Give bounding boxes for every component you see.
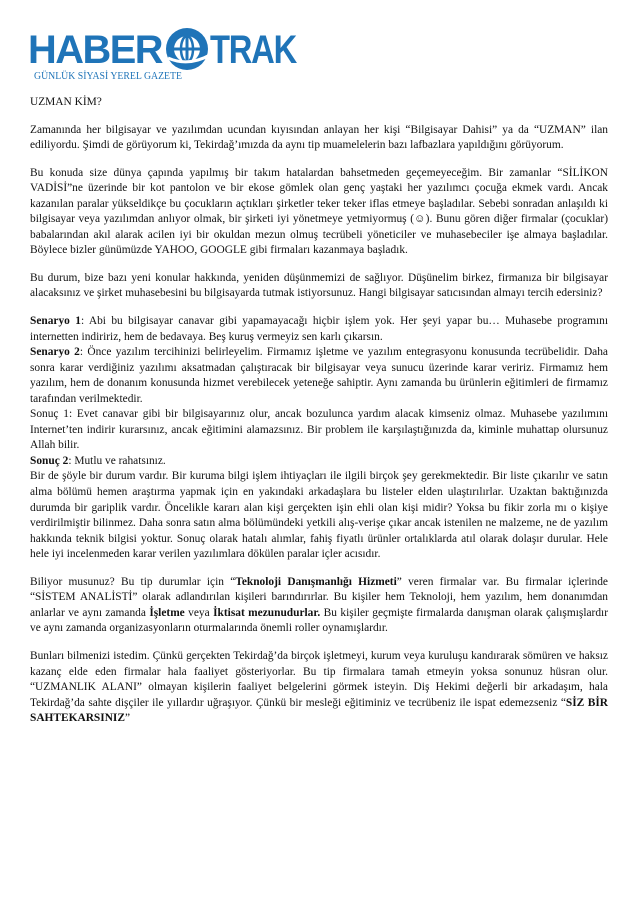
consulting-text-a: Biliyor musunuz? Bu tip durumlar için “ xyxy=(30,575,236,588)
consulting-bold-isletme: İşletme xyxy=(149,606,185,619)
scenario-2-label: Senaryo 2 xyxy=(30,346,80,359)
paragraph-procurement: Bir de şöyle bir durum vardır. Bir kuruma bilgi işlem ihtiyaçları ile ilgili birçok şey gerekmektedir. Bir liste çıkarılır ve satın alma bölümü hemen araştırma yapmak için en yakındaki arkadaşlara bu listeler elden ulaştırılırlar. Uzaktan baktığınızda durumda bir gariplik vardır. Öncelikle kararı alan kişi gerçekten işin ehli olan kişi midir? Yoksa bu fikir zorla mı o kişiye verdirilmiştir bilinmez. Daha sonra satın alma bölümündeki yetkili alış-verişe çıkar ancak istenilen ne malzeme, ne de yazılım hakkında teknik bilgisi yoktur. Sonuç olarak hatalı alımlar, fahiş fiyatlı ürünler ortalıklarda atıl olarak dolaşır durular. Hele hele iyi incelenmeden karar verilen yazılımlara dökülen paralar içler acısıdır. xyxy=(30,470,608,561)
paragraph-consulting xyxy=(30,575,608,637)
result-2 xyxy=(30,454,608,470)
article-body xyxy=(30,95,608,727)
logo-word-haber: HABER xyxy=(28,28,164,72)
logo-word-trak: TRAK xyxy=(210,28,298,72)
consulting-text-e: Bu kişiler geçmişte firmalarda danışman olarak çalışmışlardır ve aynı zamanda organizasyonların oturmalarında önemli roller oynamışlardır. xyxy=(30,606,608,635)
consulting-text-c: ” veren firmalar var. Bu firmalar içlerinde “SİSTEM ANALİSTİ” olarak adlandırılan kişileri barındırırlar. Bu kişiler hem Teknoloji, hem yazılım, hem donanımdan anlarlar ve aynı zamanda xyxy=(30,575,608,619)
result-1: Sonuç 1: Evet canavar gibi bir bilgisayarınız olur, ancak bozulunca yardım alacak kimseniz olmaz. Muhasebe yazılımını Internet’ten indirir kurarsınız, ancak eğitimini alamazsınız. Bir problem ile karşılaştığınızda da, kiminle muhattap olursunuz Allah bilir. xyxy=(30,408,608,452)
closing-bold: SİZ BİR SAHTEKARSINIZ xyxy=(30,696,608,725)
paragraph-intro: Zamanında her bilgisayar ve yazılımdan ucundan kıyısından anlayan her kişi “Bilgisayar Dahisi” ya da “UZMAN” ilan ediliyordu. Şimdi de görüyorum ki, Tekirdağ’ımızda da aynı tip muamelelerin bazı lafbazlara yapıldığını görüyorum. xyxy=(30,123,608,152)
article-heading: UZMAN KİM? xyxy=(30,96,102,108)
newspaper-logo xyxy=(28,27,296,85)
consulting-bold-iktisat: İktisat mezunudurlar. xyxy=(213,606,321,619)
scenario-1-text: : Abi bu bilgisayar canavar gibi yapamayacağı hiçbir işlem yok. Her şeyi yapar bu… Muhasebe programını internetten indiririz, hem de bedavaya. Beş kuruş vermeyiz sen karlı çıkarsın. xyxy=(30,315,608,343)
scenario-1 xyxy=(30,314,608,345)
result-2-label: Sonuç 2 xyxy=(30,454,69,467)
scenario-2-text: : Önce yazılım tercihinizi belirleyelim. Firmamız işletme ve yazılım entegrasyonu konusunda tecrübelidir. Daha sonra karar verdiğiniz yazılımı aksatmadan çalıştıracak bir bilgisayar veya sunucu üzerinde karar veririz. Firmamız hem yazılım, hem de donanım konusunda hizmet verebilecek yeteneğe sahiptir. Aynı zamanda bu ürünlerin eğitimleri de firmamız tarafından verilmektedir. xyxy=(30,346,608,405)
paragraph-silicon-valley: Bu konuda size dünya çapında yapılmış bir takım hatalardan bahsetmeden geçemeyeceğim. Bir zamanlar “SİLİKON VADİSİ”ne üzerinde bir kot pantolon ve bir ekose gömlek olan genç yaştaki her yazılımcı çocuğa ekmek vardı. Ancak kazanılan paralar yükseldikçe bu çocukların açtıkları şirketler teker teker iflas etmeye başladılar. Sebebi sonradan anlaşıldı ki bilgisayar veya yazılımdan anlıyor olmak, bir şirketi iyi yönetmeye yetmiyormuş (☺). Bunu gören diğer firmalar (çocuklar) babalarından akıl alarak acilen iyi bir okuldan mezun olmuş tecrübeli yöneticiler ve muhasebeciler işe almaya başladılar. Böylece bizler günümüzde YAHOO, GOOGLE gibi firmaları kazanmaya başladık. xyxy=(30,166,608,257)
scenario-1-label: Senaryo 1 xyxy=(30,315,81,328)
consulting-bold-service: Teknoloji Danışmanlığı Hizmeti xyxy=(235,575,397,588)
paragraph-closing xyxy=(30,649,608,727)
closing-text-c: ” xyxy=(124,712,131,725)
result-2-text: : Mutlu ve rahatsınız. xyxy=(68,454,166,467)
logo-tagline: GÜNLÜK SİYASİ YEREL GAZETE xyxy=(34,71,193,82)
scenario-2 xyxy=(30,345,608,407)
consulting-text-d: veya xyxy=(184,606,214,619)
paragraph-question: Bu durum, bize bazı yeni konular hakkında, yeniden düşünmemizi de sağlıyor. Düşünelim birkez, firmanıza bir bilgisayar alacaksınız ve şirket muhasebesini bu bilgisayarda tutmak istiyorsunuz. Hangi bilgisayar satıcısından almayı tercih edersiniz? xyxy=(30,271,608,300)
globe-icon xyxy=(166,28,210,70)
logo-graphic xyxy=(28,27,296,85)
closing-text-a: Bunları bilmenizi istedim. Çünkü gerçekten Tekirdağ’da birçok işletmeyi, kurum veya kuruluşu kandırarak sömüren ve haksız kazanç elde eden firmalar hala faaliyet gösteriyorlar. Bu tip firmalara tamah etmeyin yoksa sonunuz hüsran olur. “UZMANLIK ALANI” olmayan kişilerin faaliyet belgelerini görmek isteyin. Diş Hekimi değerli bir arkadaşım, hala Tekirdağ’da sahte dişçiler ile yıllardır uğraşıyor. Çünkü bir mesleği eğitiminiz ve tecrübeniz ile ispat edemezseniz “ xyxy=(30,649,608,709)
